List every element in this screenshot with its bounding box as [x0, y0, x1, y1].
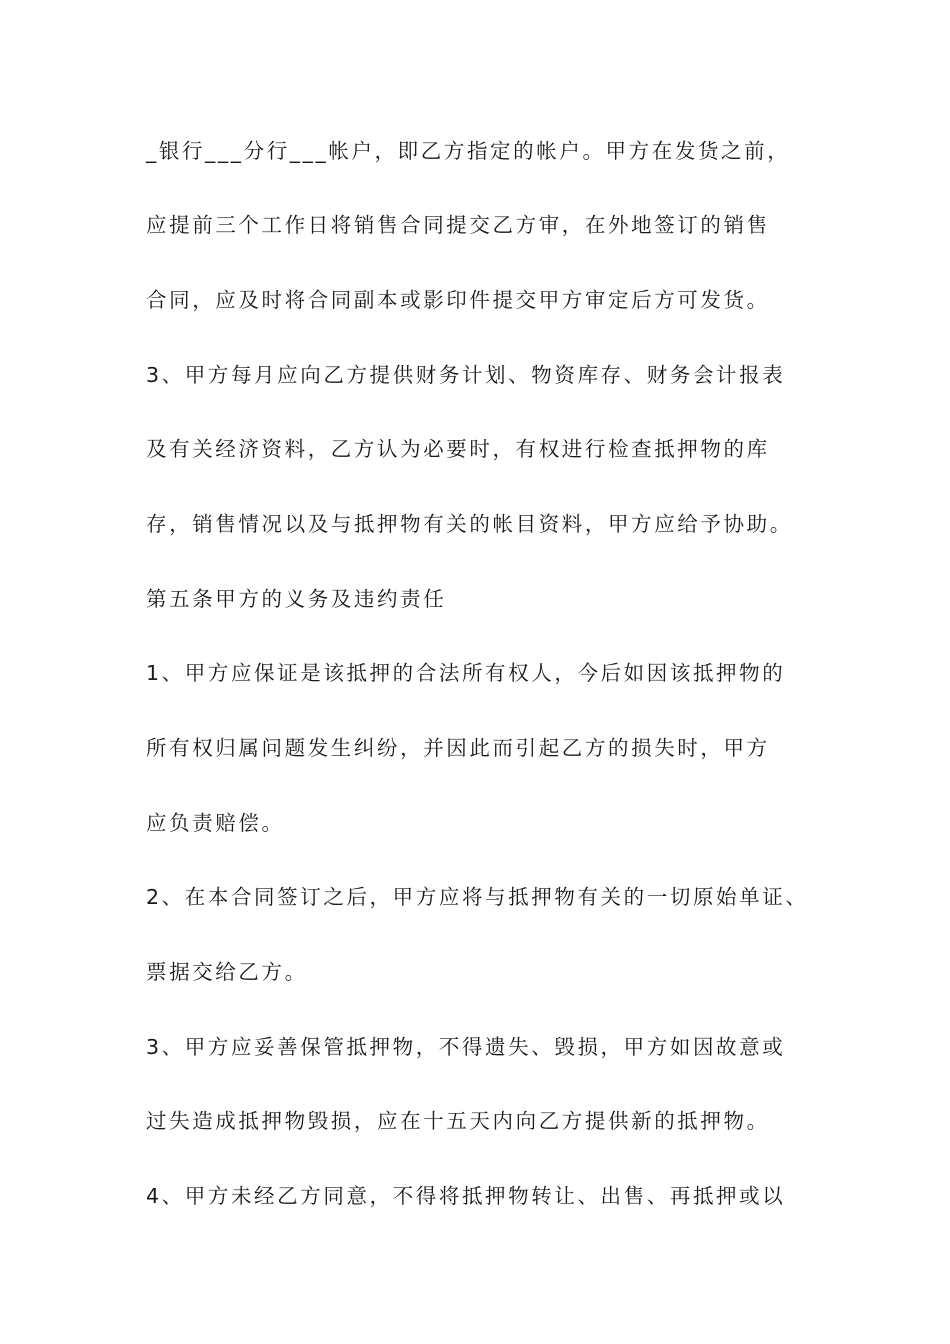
paragraph-line: 3、甲方每月应向乙方提供财务计划、物资库存、财务会计报表: [146, 363, 786, 387]
paragraph-line: 所有权归属问题发生纠纷，并因此而引起乙方的损失时，甲方: [146, 736, 770, 760]
paragraph-line: 过失造成抵押物毁损，应在十五天内向乙方提供新的抵押物。: [146, 1109, 770, 1133]
paragraph-line: 3、甲方应妥善保管抵押物，不得遗失、毁损，甲方如因故意或: [146, 1035, 786, 1059]
paragraph-line: 2、在本合同签订之后，甲方应将与抵押物有关的一切原始单证、: [146, 885, 809, 909]
paragraph-line: 存，销售情况以及与抵押物有关的帐目资料，甲方应给予协助。: [146, 512, 793, 536]
section-heading: 第五条甲方的义务及违约责任: [146, 587, 447, 611]
paragraph-line: 及有关经济资料，乙方认为必要时，有权进行检查抵押物的库: [146, 437, 770, 461]
paragraph-line: 应负责赔偿。: [146, 811, 285, 835]
paragraph-line: 4、甲方未经乙方同意，不得将抵押物转让、出售、再抵押或以: [146, 1184, 786, 1208]
paragraph-line: 票据交给乙方。: [146, 960, 308, 984]
paragraph-line: 应提前三个工作日将销售合同提交乙方审，在外地签订的销售: [146, 213, 770, 237]
paragraph-line: 1、甲方应保证是该抵押的合法所有权人，今后如因该抵押物的: [146, 661, 786, 685]
paragraph-line: 合同，应及时将合同副本或影印件提交甲方审定后方可发货。: [146, 288, 770, 312]
paragraph-line: _银行___分行___帐户，即乙方指定的帐户。甲方在发货之前，: [146, 139, 791, 163]
